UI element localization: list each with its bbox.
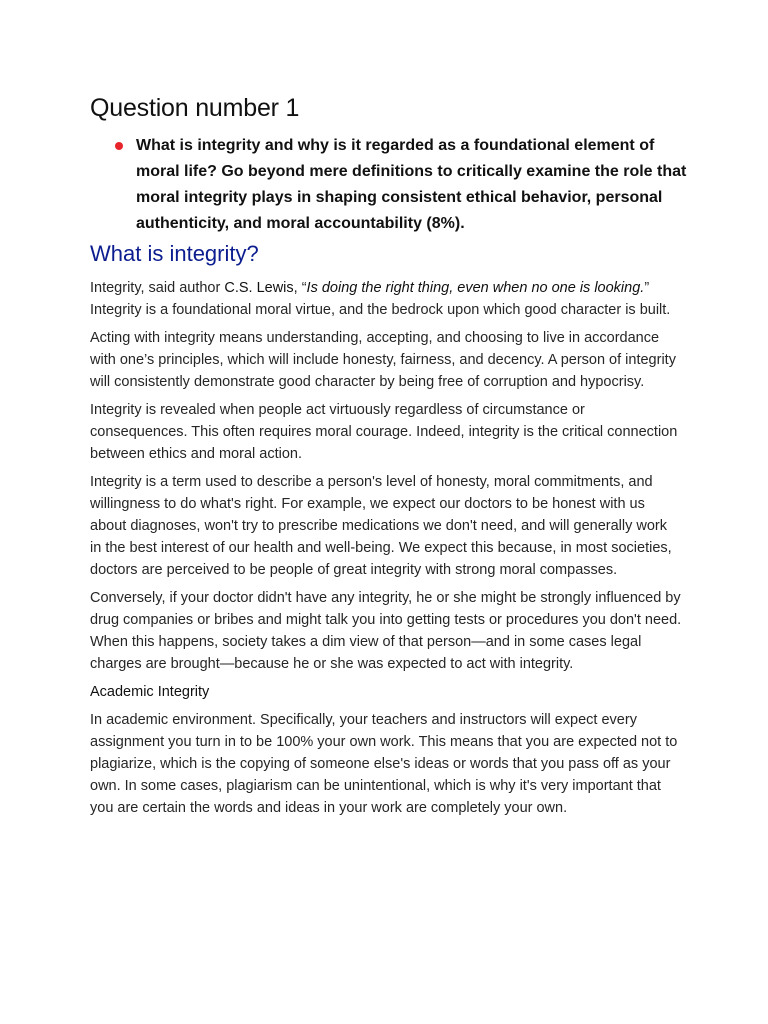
question-text: What is integrity and why is it regarded as a foundational element of moral life? Go beyond mere definitions to critically examine the role that moral integrity plays in shaping consistent ethical behavior, personal authenticity, and moral accountability (8%). (136, 137, 687, 232)
intro-mid: , “ (293, 280, 307, 296)
bullet-icon (115, 142, 123, 150)
body-paragraph: Integrity is revealed when people act virtuously regardless of circumstance or consequences. This often requires moral courage. Indeed, integrity is the critical connection between ethics and moral action. (90, 402, 678, 462)
academic-paragraph: In academic environment. Specifically, your teachers and instructors will expect every assignment you turn in to be 100% your own work. This means that you are expected not to plagiarize, which is the copying of someone else's ideas or words that you pass off as your own. In some cases, plagiarism can be unintentional, which is why it's very important that you are certain the words and ideas in your work are completely your own. (90, 712, 678, 816)
body-paragraph: Integrity is a term used to describe a person's level of honesty, moral commitments, and willingness to do what's right. For example, we expect our doctors to be honest with us about diagnoses, won't try to prescribe medications we don't need, and will generally work in the best interest of our health and well-being. We expect this because, in most societies, doctors are perceived to be people of great integrity with strong moral compasses. (90, 474, 672, 578)
quote-text: Is doing the right thing, even when no one is looking. (306, 280, 645, 296)
body-paragraph: Conversely, if your doctor didn't have any integrity, he or she might be strongly influenced by drug companies or bribes and might talk you into getting tests or procedures you don't need. When this happens, society takes a dim view of that person—and in some cases legal charges are brought—because he or she was expected to act with integrity. (90, 590, 682, 672)
question-item (136, 133, 696, 237)
intro-rest: Integrity is a foundational moral virtue, and the bedrock upon which good character is built. (90, 302, 671, 318)
section-title: What is integrity? (90, 241, 259, 266)
page-title: Question number 1 (90, 94, 300, 122)
intro-close: ” (644, 280, 650, 296)
body-paragraph: Acting with integrity means understanding, accepting, and choosing to live in accordance with one’s principles, which will include honesty, fairness, and decency. A person of integrity will consistently demonstrate good character by being free of corruption and hypocrisy. (90, 330, 676, 390)
intro-paragraph (90, 277, 682, 321)
intro-prefix: Integrity, said author (90, 280, 225, 296)
question-list (90, 133, 687, 237)
academic-heading: Academic Integrity (90, 684, 210, 700)
author-name: C.S. Lewis (224, 280, 294, 296)
